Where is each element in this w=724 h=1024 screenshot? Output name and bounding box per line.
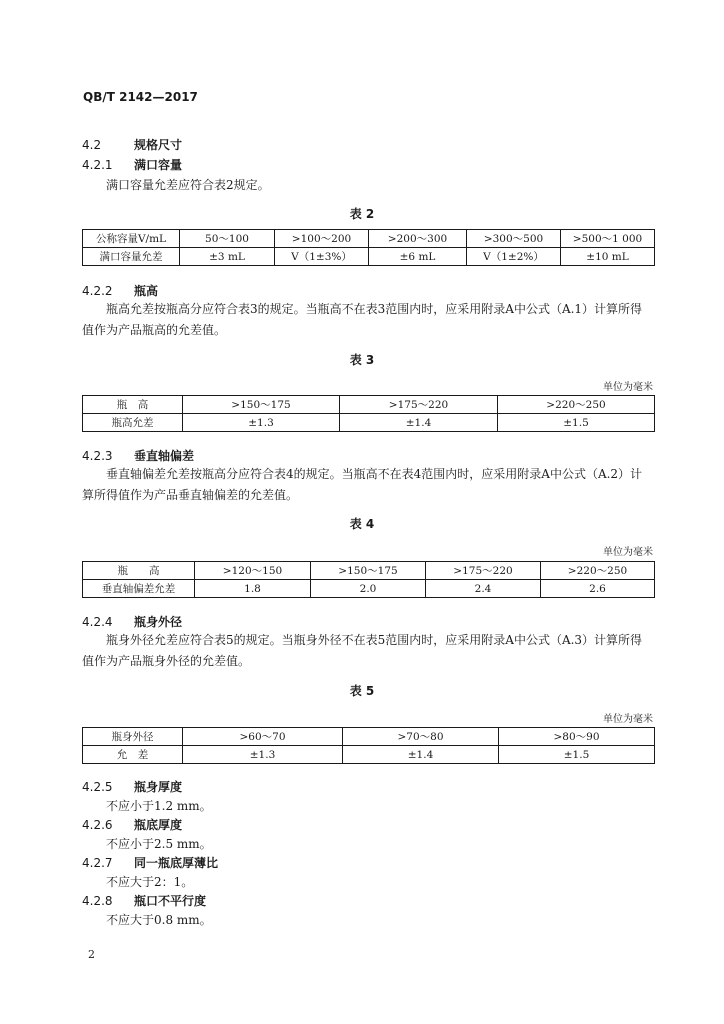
table-cell: 50～100	[180, 230, 275, 248]
section-number: 4.2	[82, 138, 102, 152]
table-3-unit: 单位为毫米	[603, 382, 653, 393]
section-title: 垂直轴偏差	[134, 449, 195, 463]
table-cell: 满口容量允差	[83, 248, 180, 266]
table-cell: ±1.3	[183, 414, 340, 432]
table-cell: >300～500	[467, 230, 561, 248]
table-cell: >150～175	[183, 396, 340, 414]
table-cell: ±3 mL	[180, 248, 275, 266]
section-4-2-8-text: 不应大于0.8 mm。	[106, 913, 212, 927]
table-row	[83, 728, 655, 746]
table-3	[82, 395, 655, 432]
table-cell: >175～220	[340, 396, 498, 414]
section-number: 4.2.2	[82, 284, 113, 298]
section-title: 同一瓶底厚薄比	[134, 856, 219, 870]
section-4-2-6-text: 不应小于2.5 mm。	[106, 837, 212, 851]
section-4-2-5-text: 不应小于1.2 mm。	[106, 799, 212, 813]
table-row	[83, 746, 655, 764]
section-4-2-3-heading	[82, 447, 194, 464]
table-cell: 瓶 高	[83, 562, 195, 580]
section-title: 规格尺寸	[134, 138, 183, 152]
table-row	[83, 248, 655, 266]
table-cell: 1.8	[195, 580, 311, 598]
table-cell: ±1.4	[340, 414, 498, 432]
table-cell: >220～250	[498, 396, 655, 414]
table-cell: ±6 mL	[369, 248, 467, 266]
table-cell: V（1±3%）	[275, 248, 369, 266]
table-2	[82, 229, 655, 266]
table-cell: ±1.5	[498, 414, 655, 432]
table-cell: >200～300	[369, 230, 467, 248]
section-number: 4.2.3	[82, 449, 113, 463]
table-row	[83, 562, 655, 580]
table-5	[82, 727, 655, 764]
section-4-2-4-text: 瓶身外径允差应符合表5的规定。当瓶身外径不在表5范围内时，应采用附录A中公式（A.3）计算所得值作为产品瓶身外径的允差值。	[82, 633, 643, 668]
table-cell: V（1±2%）	[467, 248, 561, 266]
section-4-2-7-text: 不应大于2：1。	[106, 875, 194, 889]
table-cell: >175～220	[426, 562, 541, 580]
section-number: 4.2.8	[82, 894, 113, 908]
table-4-unit: 单位为毫米	[603, 547, 653, 558]
table-cell: >70～80	[343, 728, 499, 746]
table-cell: 2.6	[541, 580, 655, 598]
table-cell: 瓶高允差	[83, 414, 183, 432]
table-cell: 2.4	[426, 580, 541, 598]
section-title: 瓶底厚度	[134, 818, 183, 832]
table-3-caption: 表 3	[349, 353, 375, 367]
table-cell: >60～70	[183, 728, 343, 746]
table-cell: >80～90	[499, 728, 655, 746]
section-number: 4.2.7	[82, 856, 113, 870]
section-4-2-heading	[82, 136, 182, 153]
table-cell: >500～1 000	[561, 230, 655, 248]
section-4-2-3-text: 垂直轴偏差允差按瓶高分应符合表4的规定。当瓶高不在表4范围内时，应采用附录A中公式（A.2）计算所得值作为产品垂直轴偏差的允差值。	[82, 467, 643, 502]
table-cell: 2.0	[311, 580, 426, 598]
section-4-2-8-heading	[82, 892, 206, 909]
table-row	[83, 580, 655, 598]
table-cell: 瓶 高	[83, 396, 183, 414]
section-title: 瓶口不平行度	[134, 894, 207, 908]
table-cell: ±1.4	[343, 746, 499, 764]
table-row	[83, 396, 655, 414]
table-cell: >220～250	[541, 562, 655, 580]
section-4-2-1-heading	[82, 156, 182, 173]
section-title: 瓶身外径	[134, 615, 183, 629]
table-cell: >100～200	[275, 230, 369, 248]
table-cell: >150～175	[311, 562, 426, 580]
section-4-2-1-text: 满口容量允差应符合表2规定。	[106, 178, 270, 192]
section-number: 4.2.5	[82, 780, 113, 794]
table-4-caption: 表 4	[349, 517, 375, 531]
document-header: QB/T 2142—2017	[83, 90, 198, 104]
section-4-2-5-heading	[82, 778, 182, 795]
table-row	[83, 230, 655, 248]
table-4	[82, 561, 655, 598]
table-cell: ±1.3	[183, 746, 343, 764]
page-number: 2	[88, 948, 95, 961]
table-cell: 垂直轴偏差允差	[83, 580, 195, 598]
section-number: 4.2.6	[82, 818, 113, 832]
section-4-2-4-heading	[82, 613, 182, 630]
section-title: 瓶高	[134, 284, 159, 298]
section-4-2-2-text: 瓶高允差按瓶高分应符合表3的规定。当瓶高不在表3范围内时，应采用附录A中公式（A.1）计算所得值作为产品瓶高的允差值。	[82, 302, 643, 337]
section-4-2-7-heading	[82, 854, 218, 871]
table-row	[83, 414, 655, 432]
section-number: 4.2.4	[82, 615, 113, 629]
table-cell: ±1.5	[499, 746, 655, 764]
table-cell: ±10 mL	[561, 248, 655, 266]
section-4-2-6-heading	[82, 816, 182, 833]
table-cell: >120～150	[195, 562, 311, 580]
section-4-2-2-heading	[82, 282, 158, 299]
table-5-caption: 表 5	[349, 684, 375, 698]
section-number: 4.2.1	[82, 158, 113, 172]
table-cell: 公称容量V/mL	[83, 230, 180, 248]
section-title: 瓶身厚度	[134, 780, 183, 794]
section-title: 满口容量	[134, 158, 183, 172]
table-cell: 瓶身外径	[83, 728, 183, 746]
table-5-unit: 单位为毫米	[603, 714, 653, 725]
table-cell: 允 差	[83, 746, 183, 764]
table-2-caption: 表 2	[349, 207, 375, 221]
